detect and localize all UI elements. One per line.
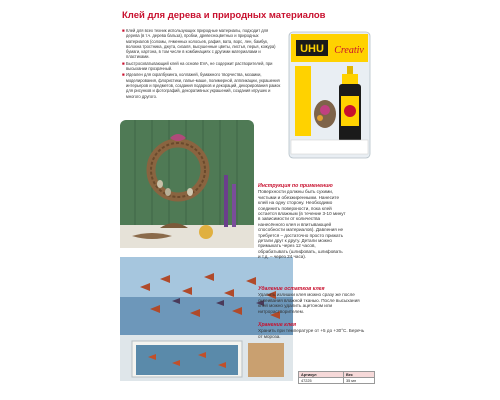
description-item: ■ Клей для всех техник использующих природные материалы, подходит для дерева (в т.ч. дерева бальза), пробки, древесноцветных и природных материалов (соломы, ячменных колосьев, рафия, вата, ворс, лен, бамбук, волокна тростника, джута, сизаля, высушенные цветы, листья, перья, кожура) бумаги, картона, в том числе в комбинациях с другими материалами и пластиками. (122, 28, 276, 60)
removal-section (258, 287, 370, 314)
description-item: ■ Идеален для скрапбукинга, коллажей, бумажного творчества, мозаики, моделирования, флористики, папье-маше, полимерной, аппликации, украшения интерьеров и предметов, создания подарков и декораций, декорирования рамок для рисунков и фотографий, декоративных украшений, создания игрушек и многого другого. (122, 72, 281, 99)
storage-heading: Хранение клея (258, 322, 297, 328)
bullet-icon: ■ (122, 28, 125, 33)
storage-text: Хранить при температуре от +5 до +30°С. Беречь от мороза. (258, 328, 365, 339)
uhu-logo-text: UHU (300, 43, 324, 55)
fish-decor-photo (120, 257, 293, 381)
table-header-article: Артикул (299, 372, 344, 378)
description-item: ■ Быстросхватывающий клей на основе EVA, не содержит растворителей, при высыхании прозрачный. (122, 60, 273, 72)
removal-heading: Удаление остатков клея (258, 286, 325, 292)
storage-section (258, 323, 370, 339)
table-cell-volume: 35 мл (344, 378, 375, 384)
table-cell-article: 47225 (299, 378, 344, 384)
description-list (122, 28, 282, 100)
sample-craft-icon (314, 100, 336, 128)
product-package-image (287, 30, 372, 160)
bullet-icon: ■ (122, 72, 125, 78)
table-row (299, 378, 375, 384)
article-table (298, 371, 375, 384)
table-header-volume: Вес (344, 372, 375, 378)
glue-bottle-icon (339, 66, 361, 142)
fruit-icon (199, 225, 213, 239)
wreath-photo (120, 120, 254, 248)
instructions-heading: Инструкция по применению (258, 183, 333, 189)
bullet-icon: ■ (122, 60, 125, 66)
page-title: Клей для дерева и природных материалов (122, 10, 326, 21)
creativ-logo-text: Creativ (334, 45, 364, 56)
instructions-section (258, 184, 346, 260)
instructions-text: Поверхности должны быть сухими, чистыми и обезжиренными. Нанесите клей на одну сторону. Необходимо соединить поверхности, пока клей остается влажным (в течение 3-10 минут в зависимости от количества нанесённого клея и впитывающей способности материалов). Давления не требуется – достаточно просто прижать детали друг к другу. Детали можно примыкать через 12 часов, обрабатывать (шлифовать, шлифовать и т.д. – через 24 часа). (258, 189, 346, 260)
removal-text: Удалить излишки клея можно сразу же после склеивания влажной тканью. После высыхания клей можно удалить ацетоном или нитрорастворителем. (258, 292, 360, 314)
